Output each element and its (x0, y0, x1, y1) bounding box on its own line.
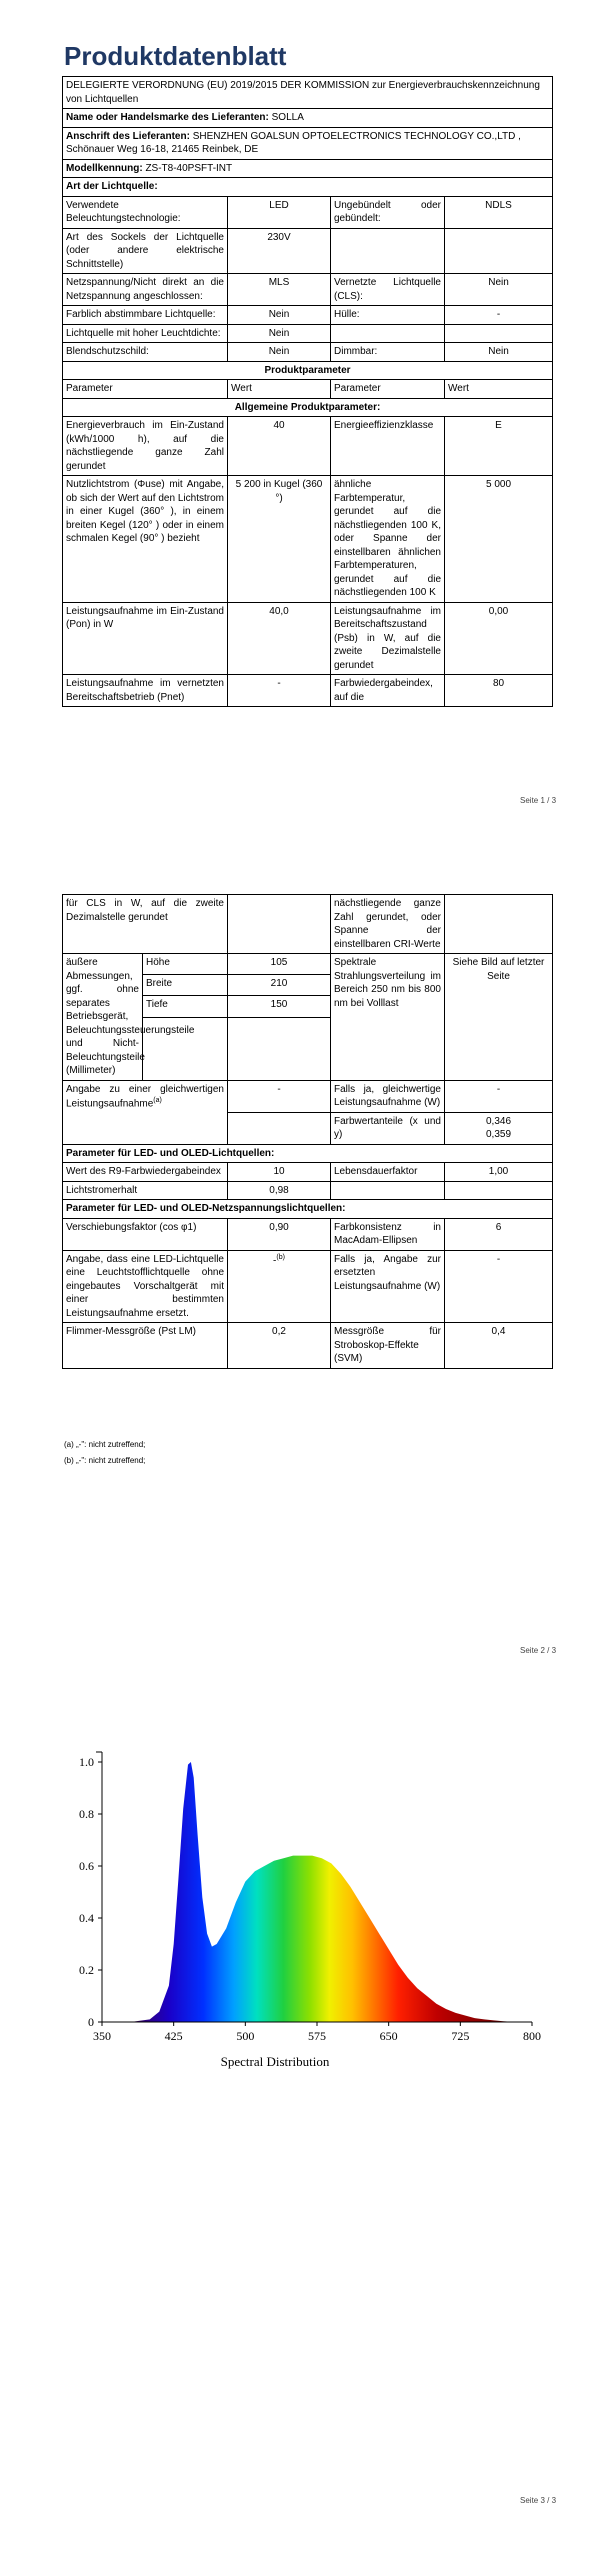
param-value: 6 (445, 1218, 553, 1250)
type-row (63, 196, 553, 228)
footnote-ref: (a) (153, 1097, 162, 1104)
page-title: Produktdatenblatt (64, 41, 287, 71)
param-label (331, 1181, 445, 1200)
param-value (445, 895, 553, 954)
dimension-name: Tiefe (143, 996, 228, 1017)
dimensions-label: äußere Abmessungen, ggf. ohne separates Betriebsgerät, Beleuchtungssteuerungsteile und Nicht-Beleuchtungsteile (Millimeter) (63, 954, 143, 1081)
x-tick-label: 725 (451, 2029, 470, 2043)
y-tick-label: 1.0 (79, 1755, 94, 1769)
model-row (63, 159, 553, 178)
replacement-value: - (273, 1254, 277, 1266)
column-header-row (63, 380, 553, 399)
type-label: Verwendete Beleuchtungstechnologie: (63, 196, 228, 228)
supplier-address-label: Anschrift des Lieferanten: (66, 130, 190, 142)
chart-plot-area (79, 1752, 541, 2043)
supplier-name-label: Name oder Handelsmarke des Lieferanten: (66, 112, 269, 123)
param-value: - (228, 675, 331, 707)
type-label: Art des Sockels der Lichtquelle (oder andere elektrische Schnittstelle) (63, 228, 228, 274)
regulation-text: DELEGIERTE VERORDNUNG (EU) 2019/2015 DER KOMMISSION zur Energieverbrauchskennzeichnung von Lichtquellen (63, 77, 553, 109)
type-value: Nein (228, 306, 331, 325)
spectral-label: Spektrale Strahlungsverteilung im Bereich 250 nm bis 800 nm bei Volllast (331, 954, 445, 1081)
param-label: Leistungsaufnahme im vernetzten Bereitschaftsbetrieb (Pnet) (63, 675, 228, 707)
param-value (228, 1112, 331, 1144)
y-tick-label: 0.6 (79, 1859, 94, 1873)
x-tick-label: 425 (164, 2029, 183, 2043)
param-value: - (228, 1080, 331, 1112)
param-value: 0,90 (228, 1218, 331, 1250)
type-label: Hülle: (331, 306, 445, 325)
equivalent-power-label: Angabe zu einer gleichwertigen Leistungsaufnahme (66, 1083, 224, 1110)
param-label: Lebensdauerfaktor (331, 1163, 445, 1182)
supplier-name: SOLLA (271, 112, 304, 123)
param-row (63, 602, 553, 675)
param-value (445, 1181, 553, 1200)
type-row (63, 324, 553, 343)
type-value (445, 324, 553, 343)
param-label: Lichtstromerhalt (63, 1181, 228, 1200)
param-row (63, 1163, 553, 1182)
page-number: Seite 1 / 3 (520, 796, 557, 805)
dimension-name: Höhe (143, 954, 228, 975)
param-label: Falls ja, Angabe zur ersetzten Leistungsaufnahme (W) (331, 1250, 445, 1323)
param-row (63, 476, 553, 603)
product-params-header: Produktparameter (63, 361, 553, 380)
param-value: 0,00 (445, 602, 553, 675)
param-label: Verschiebungsfaktor (cos φ1) (63, 1218, 228, 1250)
param-value: 40 (228, 417, 331, 476)
type-value: Nein (228, 343, 331, 362)
column-header: Parameter (331, 380, 445, 399)
param-row (63, 1323, 553, 1369)
type-label: Vernetzte Lichtquelle (CLS): (331, 274, 445, 306)
y-tick-label: 0.2 (79, 1963, 94, 1977)
x-tick-label: 800 (523, 2029, 541, 2043)
column-header: Wert (228, 380, 331, 399)
spectral-value: Siehe Bild auf letzter Seite (445, 954, 553, 1081)
param-label: Energieeffizienzklasse (331, 417, 445, 476)
param-row (63, 675, 553, 707)
param-row (63, 1218, 553, 1250)
page-number: Seite 3 / 3 (520, 2496, 557, 2505)
type-value (445, 228, 553, 274)
param-value: - (445, 1080, 553, 1112)
param-label: Flimmer-Messgröße (Pst LM) (63, 1323, 228, 1369)
continued-row (63, 895, 553, 954)
type-label: Dimmbar: (331, 343, 445, 362)
param-value: 0,346 0,359 (445, 1112, 553, 1144)
spectrum-area (131, 1762, 513, 2022)
param-row (63, 1181, 553, 1200)
light-source-type-header: Art der Lichtquelle: (63, 178, 553, 197)
page-number: Seite 2 / 3 (520, 1646, 557, 1655)
type-value: Nein (228, 324, 331, 343)
param-row (63, 1250, 553, 1323)
param-label: Angabe, dass eine LED-Lichtquelle eine Leuchtstofflichtquelle ohne eingebautes Vorschaltgerät mit einer bestimmten Leistungsaufnahme ersetzt. (63, 1250, 228, 1323)
model-id: ZS-T8-40PSFT-INT (145, 162, 233, 174)
param-value: 5 200 in Kugel (360 °) (228, 476, 331, 603)
y-tick-label: 0.8 (79, 1807, 94, 1821)
dimension-name: Breite (143, 975, 228, 996)
dimension-value: 105 (228, 954, 331, 975)
column-header: Parameter (63, 380, 228, 399)
datasheet-table-page2 (62, 894, 553, 1369)
mains-params-header: Parameter für LED- und OLED-Netzspannungslichtquellen: (63, 1200, 553, 1219)
param-value: 0,98 (228, 1181, 331, 1200)
x-axis-label: Spectral Distribution (220, 2054, 330, 2069)
param-label: Falls ja, gleichwertige Leistungsaufnahme (W) (331, 1080, 445, 1112)
param-label: Farbkonsistenz in MacAdam-Ellipsen (331, 1218, 445, 1250)
footnote-a: (a) „-": nicht zutreffend; (64, 1440, 146, 1449)
type-row (63, 274, 553, 306)
x-tick-label: 650 (379, 2029, 398, 2043)
spectral-distribution-chart (40, 1740, 560, 2080)
type-value: MLS (228, 274, 331, 306)
param-label: Leistungsaufnahme im Bereitschaftszustand (Psb) in W, auf die zweite Dezimalstelle gerundet (331, 602, 445, 675)
type-label: Blendschutzschild: (63, 343, 228, 362)
param-label: nächstliegende ganze Zahl gerundet, oder Spanne der einstellbaren CRI-Werte (331, 895, 445, 954)
param-label: Energieverbrauch im Ein-Zustand (kWh/1000 h), auf die nächstliegende ganze Zahl gerundet (63, 417, 228, 476)
param-label: Farbwiedergabeindex, auf die (331, 675, 445, 707)
param-value: E (445, 417, 553, 476)
x-tick-label: 350 (93, 2029, 111, 2043)
type-value: LED (228, 196, 331, 228)
column-header: Wert (445, 380, 553, 399)
param-label: Messgröße für Stroboskop-Effekte (SVM) (331, 1323, 445, 1369)
type-label: Lichtquelle mit hoher Leuchtdichte: (63, 324, 228, 343)
type-label (331, 324, 445, 343)
param-label: ähnliche Farbtemperatur, gerundet auf die nächstliegenden 100 K, oder Spanne der einstellbaren ähnlichen Farbtemperaturen, gerundet auf die nächstliegenden 100 K (331, 476, 445, 603)
dimension-value: 210 (228, 975, 331, 996)
dimensions-row (63, 954, 553, 975)
param-label: Nutzlichtstrom (Φuse) mit Angabe, ob sich der Wert auf den Lichtstrom in einer Kugel (360° ), in einem breiten Kegel (120° ) oder in einem schmalen Kegel (90° ) bezieht (63, 476, 228, 603)
param-row (63, 417, 553, 476)
model-label: Modellkennung: (66, 162, 143, 174)
type-row (63, 306, 553, 325)
type-value: - (445, 306, 553, 325)
param-label (63, 1080, 228, 1144)
type-label: Ungebündelt oder gebündelt: (331, 196, 445, 228)
param-value: 40,0 (228, 602, 331, 675)
param-value (228, 1250, 331, 1323)
param-value: 80 (445, 675, 553, 707)
param-row (63, 1080, 553, 1112)
param-value (228, 895, 331, 954)
supplier-name-row (63, 109, 553, 128)
footnote-ref: (b) (276, 1253, 285, 1261)
type-value: NDLS (445, 196, 553, 228)
y-tick-label: 0 (88, 2015, 94, 2029)
param-label: Leistungsaufnahme im Ein-Zustand (Pon) in W (63, 602, 228, 675)
x-tick-label: 575 (308, 2029, 326, 2043)
datasheet-table-page1 (62, 76, 553, 707)
param-value: 0,4 (445, 1323, 553, 1369)
type-value: Nein (445, 274, 553, 306)
x-tick-label: 500 (236, 2029, 255, 2043)
led-params-header: Parameter für LED- und OLED-Lichtquellen: (63, 1144, 553, 1163)
param-value: - (445, 1250, 553, 1323)
type-row (63, 228, 553, 274)
param-value: 1,00 (445, 1163, 553, 1182)
footnote-b: (b) „-": nicht zutreffend; (64, 1456, 146, 1465)
supplier-address-row (63, 127, 553, 159)
param-value: 5 000 (445, 476, 553, 603)
type-row (63, 343, 553, 362)
dimension-value: 150 (228, 996, 331, 1017)
type-label (331, 228, 445, 274)
type-label: Farblich abstimmbare Lichtquelle: (63, 306, 228, 325)
type-value: Nein (445, 343, 553, 362)
y-tick-label: 0.4 (79, 1911, 94, 1925)
param-label: Farbwertanteile (x und y) (331, 1112, 445, 1144)
type-label: Netzspannung/Nicht direkt an die Netzspannung angeschlossen: (63, 274, 228, 306)
general-params-header: Allgemeine Produktparameter: (63, 398, 553, 417)
dimension-value (228, 1017, 331, 1080)
param-value: 0,2 (228, 1323, 331, 1369)
param-label: Wert des R9-Farbwiedergabeindex (63, 1163, 228, 1182)
type-value: 230V (228, 228, 331, 274)
param-value: 10 (228, 1163, 331, 1182)
supplier-address: SHENZHEN GOALSUN OPTOELECTRONICS TECHNOLOGY CO.,LTD , Schönauer Weg 16-18, 21465 Reinbek, DE (66, 130, 521, 155)
param-label: für CLS in W, auf die zweite Dezimalstelle gerundet (63, 895, 228, 954)
